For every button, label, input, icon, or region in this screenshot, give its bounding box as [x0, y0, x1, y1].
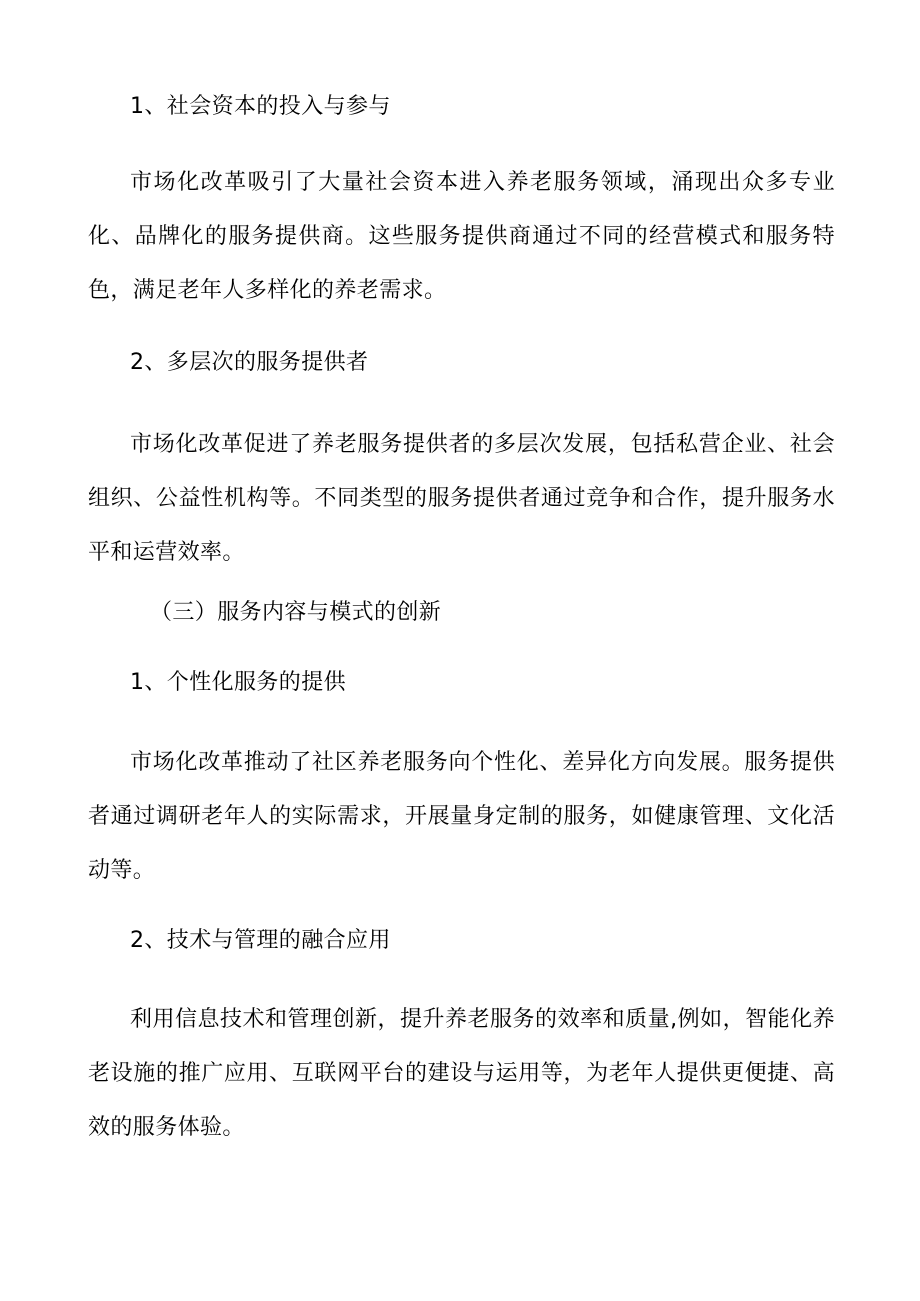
section-heading-innovation: （三）服务内容与模式的创新: [150, 600, 442, 625]
paragraph-multilevel-providers: 市场化改革促进了养老服务提供者的多层次发展，包括私营企业、社会组织、公益性机构等。不同类型的服务提供者通过竞争和合作，提升服务水平和运营效率。: [88, 432, 835, 565]
subheading-personalized-service: 1、个性化服务的提供: [130, 670, 346, 695]
subheading-social-capital: 1、社会资本的投入与参与: [130, 94, 391, 119]
subheading-tech-management: 2、技术与管理的融合应用: [130, 928, 391, 953]
subheading-multilevel-providers: 2、多层次的服务提供者: [130, 350, 369, 375]
paragraph-personalized-service: 市场化改革推动了社区养老服务向个性化、差异化方向发展。服务提供者通过调研老年人的实际需求，开展量身定制的服务，如健康管理、文化活动等。: [88, 750, 835, 883]
paragraph-social-capital: 市场化改革吸引了大量社会资本进入养老服务领域，涌现出众多专业化、品牌化的服务提供商。这些服务提供商通过不同的经营模式和服务特色，满足老年人多样化的养老需求。: [88, 170, 835, 303]
paragraph-tech-management: 利用信息技术和管理创新，提升养老服务的效率和质量,例如，智能化养老设施的推广应用、互联网平台的建设与运用等，为老年人提供更便捷、高效的服务体验。: [88, 1007, 835, 1140]
